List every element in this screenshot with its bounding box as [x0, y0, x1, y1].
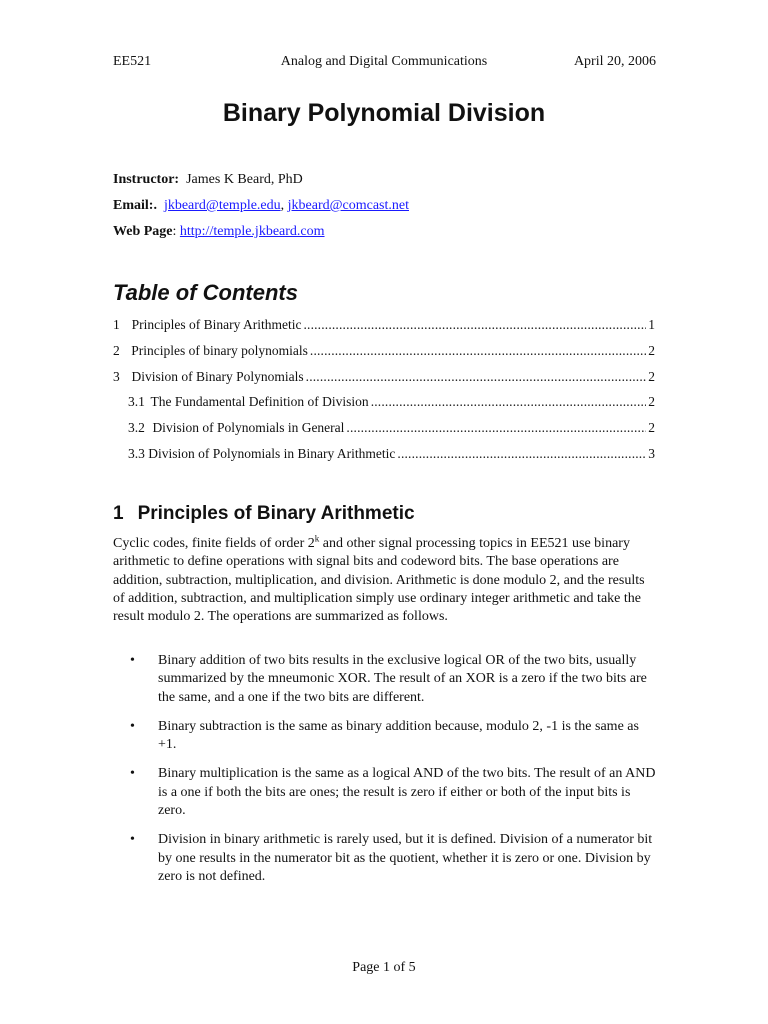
toc-label: Division of Polynomials in Binary Arithmetic	[148, 446, 396, 461]
section-1-heading	[113, 503, 415, 525]
toc-entry-1[interactable]	[113, 317, 655, 333]
toc-heading: Table of Contents	[113, 280, 298, 305]
email-link-temple[interactable]: jkbeard@temple.edu	[163, 198, 281, 213]
toc-num: 3.2	[128, 420, 145, 435]
toc-num: 3.3	[128, 446, 145, 461]
bullet-icon: •	[130, 718, 135, 734]
web-separator: :	[172, 224, 177, 239]
list-item	[130, 652, 660, 707]
toc-num: 2	[113, 343, 120, 358]
section-number: 1	[113, 503, 124, 524]
superscript-k: k	[314, 533, 320, 544]
paragraph-text-a: Cyclic codes, finite fields of order 2	[113, 536, 315, 551]
page-footer: Page 1 of 5	[352, 960, 416, 975]
header-subject: Analog and Digital Communications	[280, 54, 488, 69]
list-item	[130, 765, 660, 820]
list-item-text: Division in binary arithmetic is rarely used, but it is defined. Division of a numerator bit by one results in the numerator bit as the quotient, whether it is zero or one. Division by zero is not defined.	[158, 832, 653, 884]
header-course: EE521	[113, 54, 152, 69]
list-item-text: Binary subtraction is the same as binary addition because, modulo 2, -1 is the same as +1.	[158, 718, 639, 753]
toc-leader	[346, 420, 646, 436]
email-label: Email:.	[113, 198, 157, 213]
toc-num: 3	[113, 369, 120, 384]
toc-entry-3-2[interactable]	[128, 420, 655, 436]
email-link-comcast[interactable]: jkbeard@comcast.net	[287, 198, 409, 213]
bullet-icon: •	[130, 832, 135, 848]
section-1-paragraph	[113, 535, 658, 626]
toc-page: 2	[648, 369, 655, 384]
bullet-icon: •	[130, 766, 135, 782]
toc-entry-3-3[interactable]	[128, 446, 655, 462]
toc-page: 3	[648, 446, 655, 461]
toc-page: 1	[648, 317, 655, 332]
toc-label: The Fundamental Definition of Division	[150, 394, 369, 409]
toc-leader	[303, 317, 646, 333]
list-item	[130, 718, 660, 755]
list-item-text: Binary multiplication is the same as a logical AND of the two bits. The result of an AND is a one if both the bits are ones; the result is zero if either or both of the input bits is zero.	[158, 766, 656, 819]
toc-leader	[397, 446, 646, 462]
list-item-text: Binary addition of two bits results in the exclusive logical OR of the two bits, usually summarized by the mneumonic XOR. The result of an XOR is a zero if the two bits are the same, and a one if the two bits are different.	[158, 653, 647, 705]
toc-label: Principles of Binary Arithmetic	[131, 317, 302, 332]
paragraph-text-b: and other signal processing topics in EE521 use binary arithmetic to define operations with signal bits and codeword bits. The base operations are addition, subtraction, multiplication, and division. Arithmetic is done modulo 2, and the results of addition, subtraction, and multiplication simply use ordinary integer arithmetic and take the result modulo 2. The operations are summarized as follows.	[113, 536, 645, 625]
toc-entry-3[interactable]	[113, 369, 655, 385]
instructor-line	[113, 172, 303, 188]
instructor-label: Instructor:	[113, 172, 180, 187]
toc-leader	[306, 369, 647, 385]
toc-label: Principles of binary polynomials	[131, 343, 308, 358]
toc-num: 3.1	[128, 394, 145, 409]
toc-leader	[310, 343, 646, 359]
toc-page: 2	[648, 394, 655, 409]
web-line	[113, 224, 325, 240]
header-date: April 20, 2006	[573, 54, 656, 69]
instructor-name: James K Beard, PhD	[186, 172, 303, 187]
web-page-link[interactable]: http://temple.jkbeard.com	[179, 224, 325, 239]
list-item	[130, 831, 660, 886]
toc-entry-3-1[interactable]	[128, 394, 655, 410]
bullet-icon: •	[130, 653, 135, 668]
toc-page: 2	[648, 420, 655, 435]
toc-entry-2[interactable]	[113, 343, 655, 359]
section-title: Principles of Binary Arithmetic	[137, 503, 415, 524]
toc-label: Division of Polynomials in General	[152, 420, 345, 435]
email-line	[113, 198, 409, 214]
toc-label: Division of Binary Polynomials	[131, 369, 304, 384]
operations-list	[130, 652, 660, 897]
toc-num: 1	[113, 317, 120, 332]
toc-leader	[371, 394, 647, 410]
toc-page: 2	[648, 343, 655, 358]
document-title: Binary Polynomial Division	[222, 99, 546, 127]
web-label: Web Page	[113, 224, 173, 239]
email-separator: ,	[280, 198, 285, 213]
